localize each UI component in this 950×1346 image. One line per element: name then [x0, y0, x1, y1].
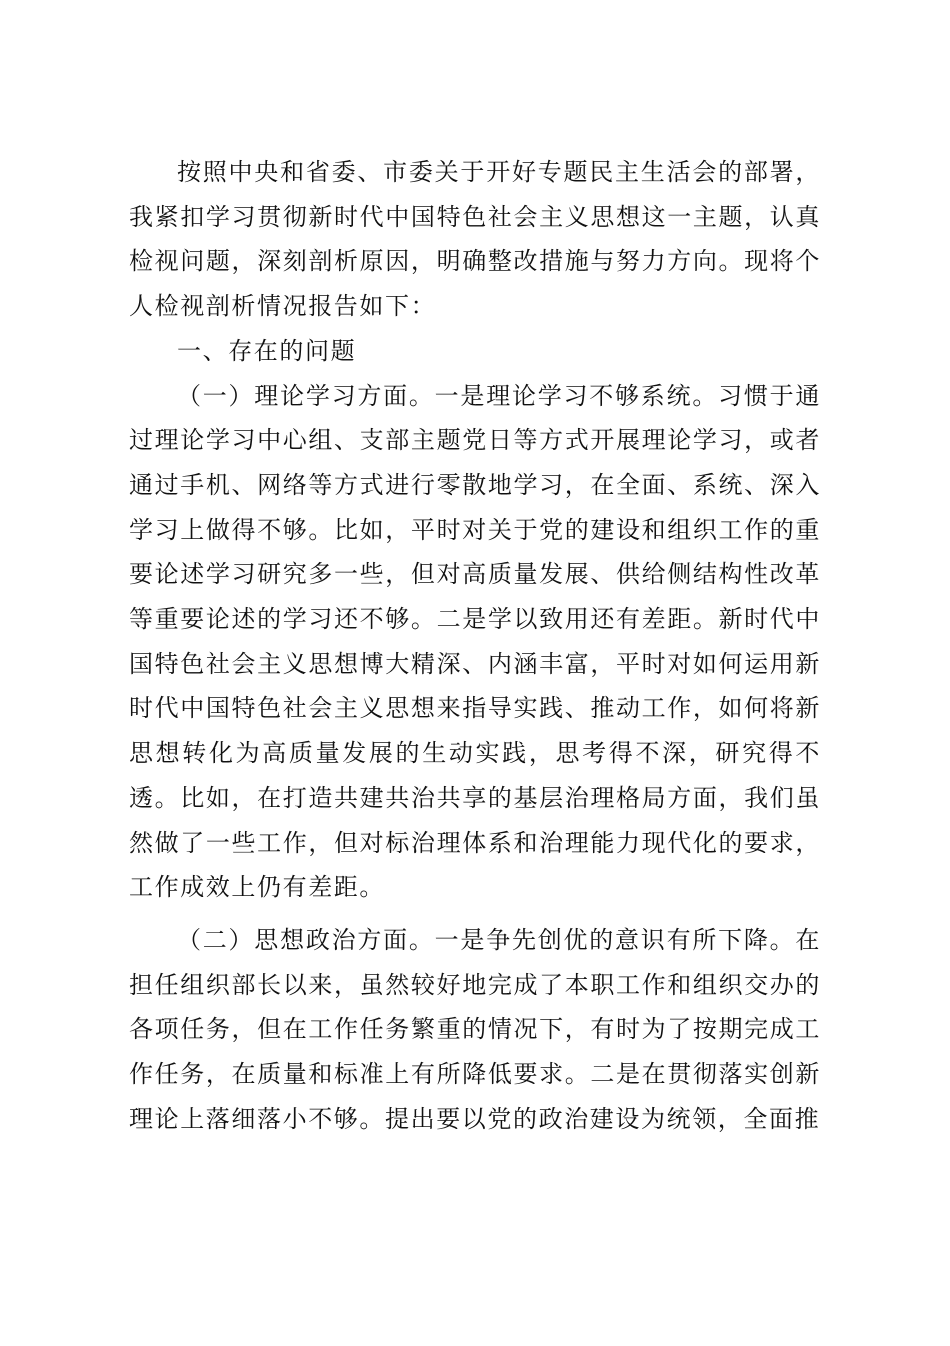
document-body — [129, 150, 821, 1141]
intro-paragraph: 按照中央和省委、市委关于开好专题民主生活会的部署，我紧扣学习贯彻新时代中国特色社会主义思想这一主题，认真检视问题，深刻剖析原因，明确整改措施与努力方向。现将个人检视剖析情况报告如下： — [129, 158, 821, 321]
paragraph-theory-study: （一）理论学习方面。一是理论学习不够系统。习惯于通过理论学习中心组、支部主题党日等方式开展理论学习，或者通过手机、网络等方式进行零散地学习，在全面、系统、深入学习上做得不够。比如，平时对关于党的建设和组织工作的重要论述学习研究多一些，但对高质量发展、供给侧结构性改革等重要论述的学习还不够。二是学以致用还有差距。新时代中国特色社会主义思想博大精深、内涵丰富，平时对如何运用新时代中国特色社会主义思想来指导实践、推动工作，如何将新思想转化为高质量发展的生动实践，思考得不深，研究得不透。比如，在打造共建共治共享的基层治理格局方面，我们虽然做了一些工作，但对标治理体系和治理能力现代化的要求，工作成效上仍有差距。 — [129, 381, 821, 902]
paragraph-ideology-politics: （二）思想政治方面。一是争先创优的意识有所下降。在担任组织部长以来，虽然较好地完成了本职工作和组织交办的各项任务，但在工作任务繁重的情况下，有时为了按期完成工作任务，在质量和标准上有所降低要求。二是在贯彻落实创新理论上落细落小不够。提出要以党的政治建设为统领，全面推 — [129, 925, 821, 1133]
section-heading-problems: 一、存在的问题 — [177, 336, 357, 365]
